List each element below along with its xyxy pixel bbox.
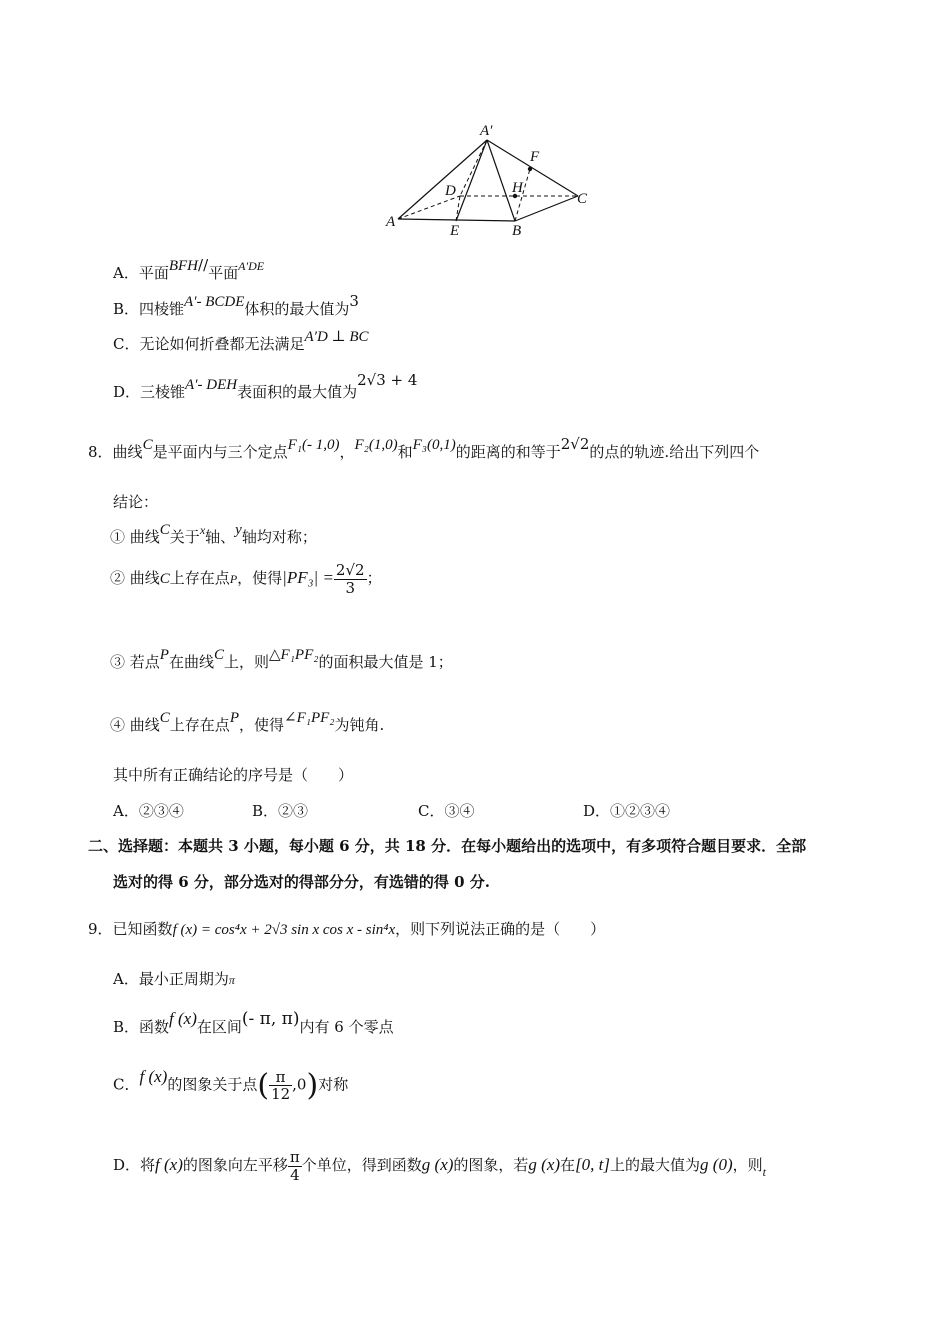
q8-ask [113,764,353,785]
math: // [198,256,209,274]
option-label: A． [113,264,139,282]
text: ，则下列说法正确的是（ ） [395,920,606,938]
text: ， [339,443,355,461]
fraction-numerator: π [269,1069,292,1087]
question-number: 8． [88,443,113,461]
point-f [528,167,532,171]
math: P [229,710,239,726]
text: 上，则 [223,653,269,671]
math: C [159,710,170,726]
label-c: C [577,191,588,207]
text: ，使得 [238,716,284,734]
option-text: ，则 [732,1156,763,1174]
text: 上存在点 [169,716,230,734]
option-label: C． [113,335,140,353]
math: [0, t] [575,1155,611,1174]
option-text: D．①②③④ [583,802,671,820]
math: F₂(1,0) [354,437,398,453]
edge-ap-a [398,140,487,219]
q7-option-c [113,329,369,354]
q9-stem [88,918,605,939]
option-label: D． [113,383,141,401]
text: 结论： [113,493,159,511]
option-label: B． [113,300,140,318]
label-a-prime: A′ [480,123,493,139]
option-text: 内有 6 个零点 [299,1018,394,1036]
fraction [288,1149,302,1183]
math: C [159,522,170,538]
q8-option-b [252,800,308,821]
q8-statement-3 [110,647,453,672]
text: 轴、 [205,528,236,546]
fraction-denominator: 3 [345,578,356,597]
label-h: H [512,180,523,196]
math: ∠F₁PF₂ [284,710,335,726]
math: A′DE [238,259,265,273]
math: f (x) [139,1066,168,1086]
fraction-denominator: 12 [271,1085,291,1103]
option-label: D． [113,1156,141,1174]
edge-ap-b [487,140,515,221]
section-text: 二、选择题：本题共 3 小题，每小题 6 分，共 18 分．在每小题给出的选项中，有多项符合题目要求．全部 [88,837,807,855]
math: C [159,571,170,587]
text: ③ 若点 [110,653,160,671]
text: 的点的轨迹.给出下列四个 [589,443,760,461]
math: P [229,572,238,586]
option-text: 体积的最大值为 [244,300,350,318]
q9-option-d [113,1149,766,1183]
text: 关于 [169,528,200,546]
fraction [269,1069,292,1103]
option-text: 平面 [208,264,239,282]
math: A′D ⊥ BC [304,329,369,345]
q8-statement-2 [110,562,382,596]
paren-left: ( [257,1068,270,1103]
math: x [199,523,206,537]
math: t [762,1165,766,1179]
text: 的面积最大值是 1； [318,653,453,671]
math: (- π, π) [241,1009,300,1029]
option-text: C．③④ [418,802,475,820]
math: F₃(0,1) [412,437,456,453]
q8-option-d [583,800,670,821]
text: 已知函数 [112,920,173,938]
math: C [213,647,224,663]
text: 上存在点 [169,569,230,587]
math: F₁(- 1,0) [287,437,340,453]
option-text: 的图象向左平移 [182,1156,288,1174]
pyramid-figure [380,118,600,243]
q8-statement-4 [110,710,385,735]
q7-option-a [113,256,265,283]
math: A′- BCDE [184,294,245,310]
q9-option-c [113,1068,348,1103]
section2-heading-line2 [113,871,490,892]
text: ② 曲线 [110,569,160,587]
math: g (x) [528,1155,561,1174]
option-text: 个单位，得到函数 [301,1156,422,1174]
section-text: 选对的得 6 分，部分选对的得部分分，有选错的得 0 分. [113,873,490,891]
q8-option-a [113,800,184,821]
math: BFH [168,258,199,274]
math: ,0 [292,1075,307,1094]
paren-right: ) [306,1068,319,1103]
text: ； [366,569,382,587]
fraction-numerator: π [289,1148,300,1166]
option-text: 表面积的最大值为 [237,383,358,401]
math: 2√2 [560,435,590,453]
option-text: 三棱锥 [140,383,186,401]
option-text: 将 [140,1156,156,1174]
math: g (0) [700,1155,733,1174]
option-label: A． [113,970,139,988]
option-text: 对称 [318,1075,349,1094]
math: f (x) [155,1155,183,1174]
label-f: F [530,149,540,165]
label-b: B [512,223,522,239]
fraction [334,562,367,596]
option-text: 在 [560,1156,576,1174]
option-label: B． [113,1018,140,1036]
text: 轴均对称； [241,528,317,546]
math: π [228,973,235,987]
text: 其中所有正确结论的序号是（ ） [113,766,354,784]
edge-b-c [515,196,578,221]
math: f (x) = cos⁴x + 2√3 sin x cos x - sin⁴x [172,922,396,938]
math: y [235,522,242,538]
label-d: D [445,183,456,199]
math: P [159,647,169,663]
fraction-denominator: 4 [290,1165,300,1184]
text: 和 [397,443,413,461]
text: ④ 曲线 [110,716,160,734]
hidden-a-d [398,196,460,219]
option-text: 的图象关于点 [167,1075,258,1094]
section2-heading-line1 [88,835,806,856]
q8-option-c [418,800,474,821]
text: 为钝角. [334,716,385,734]
option-text: B．②③ [252,802,309,820]
option-text: A．②③④ [113,802,184,820]
question-number: 9． [88,920,113,938]
q7-option-d [113,371,418,402]
q8-stem-line1 [88,435,760,462]
hidden-ap-d [460,140,487,196]
q9-option-a [113,968,235,989]
math: 3 [349,292,359,310]
text: 在曲线 [168,653,214,671]
q7-option-b [113,292,359,319]
text: 曲线 [112,443,143,461]
text: 的距离的和等于 [455,443,561,461]
option-text: 四棱锥 [139,300,185,318]
math: △F₁PF₂ [269,647,319,663]
option-text: 无论如何折叠都无法满足 [139,335,305,353]
text: 是平面内与三个定点 [152,443,288,461]
q9-option-b [113,1009,394,1037]
option-text: 函数 [139,1018,170,1036]
math: g (x) [421,1155,454,1174]
math: C [142,437,153,453]
math: A′- DEH [185,377,238,393]
math: |PF₃| = [282,568,334,587]
option-text: 最小正周期为 [138,970,229,988]
option-label: C． [113,1075,140,1094]
label-a: A [386,214,396,230]
text: ① 曲线 [110,528,160,546]
option-text: 在区间 [196,1018,242,1036]
text: ，使得 [237,569,283,587]
q8-stem-line2 [113,491,158,512]
label-e: E [450,223,460,239]
edge-ap-e [456,140,487,221]
math: f (x) [169,1009,197,1028]
option-text: 上的最大值为 [610,1156,701,1174]
q8-statement-1 [110,522,317,547]
fraction-numerator: 2√2 [335,561,365,579]
option-text: 的图象，若 [453,1156,529,1174]
option-text: 平面 [138,264,169,282]
math: 2√3 + 4 [357,371,418,389]
